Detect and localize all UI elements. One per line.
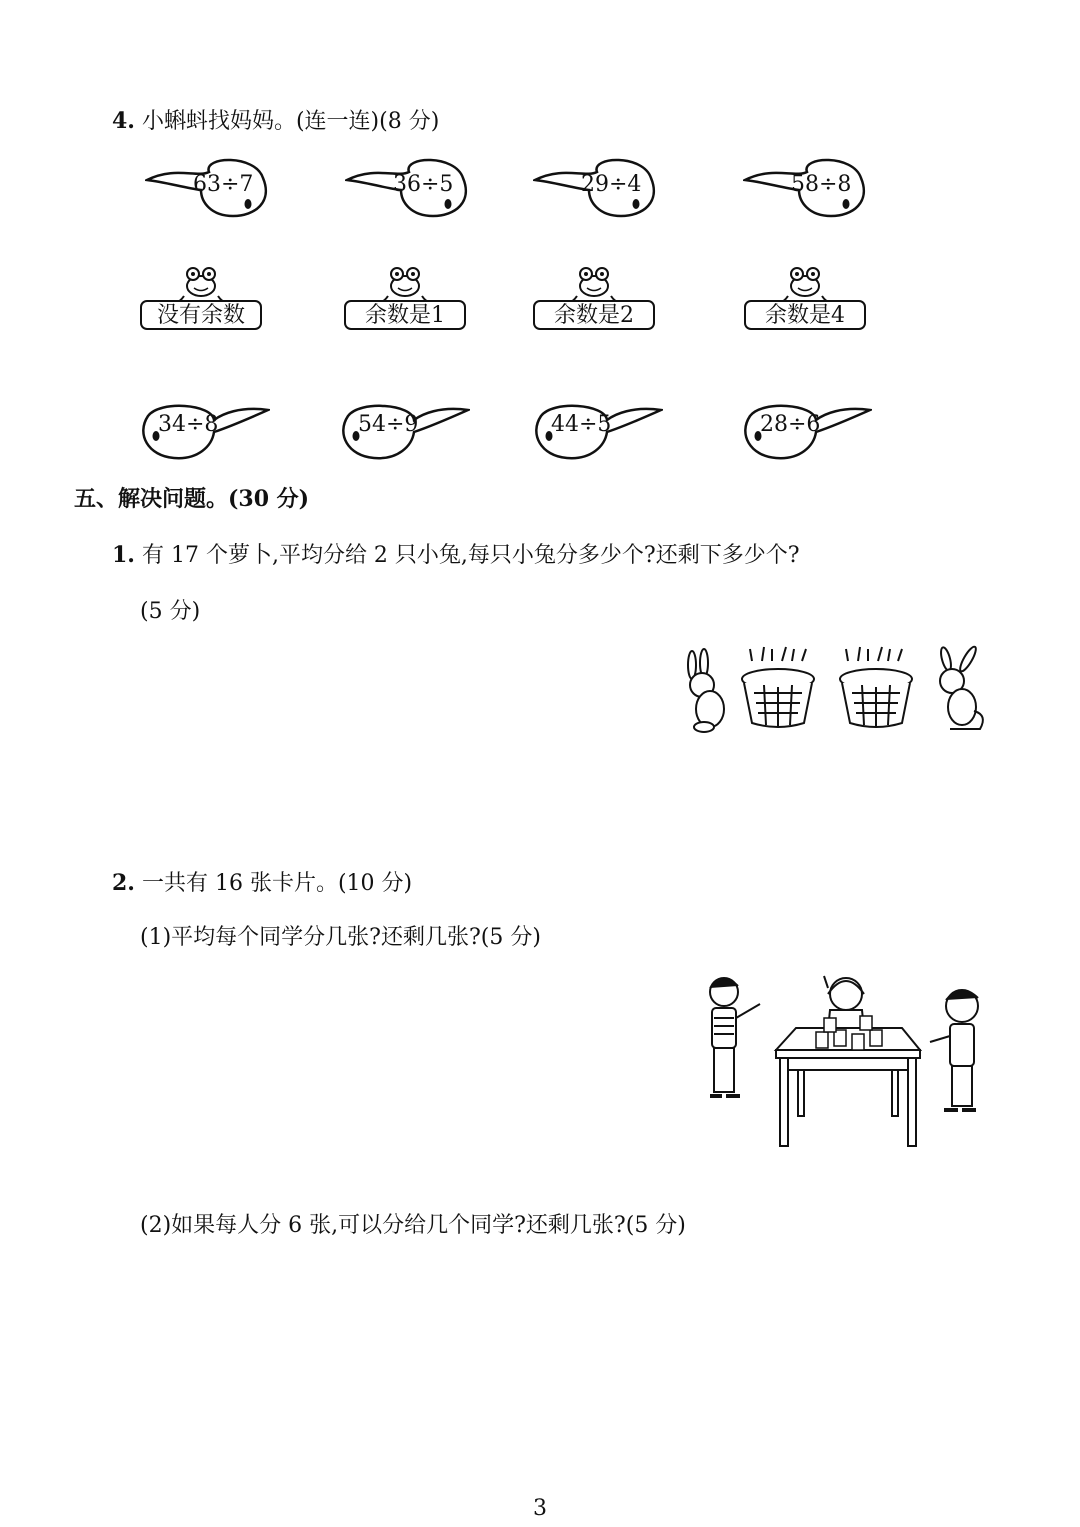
tadpole-bottom-2-label: 54÷9	[358, 412, 419, 437]
tadpole-top-4[interactable]	[743, 158, 883, 224]
problem1-score: (5 分)	[140, 599, 201, 624]
frog-icon	[378, 264, 432, 304]
section5-heading: 五、解决问题。(30 分)	[74, 486, 310, 512]
problem2-text: 一共有 16 张卡片。(10 分)	[141, 871, 413, 896]
frog-4[interactable]	[744, 264, 866, 334]
tadpole-bottom-2[interactable]	[340, 400, 470, 466]
problem1-text: 有 17 个萝卜,平均分给 2 只小兔,每只小兔分多少个?还剩下多少个?	[141, 543, 800, 568]
frog-icon	[174, 264, 228, 304]
table-icon	[776, 1028, 920, 1146]
frog-2-label: 余数是1	[344, 300, 466, 330]
frog-1-label: 没有余数	[140, 300, 262, 330]
tadpole-bottom-3[interactable]	[533, 400, 663, 466]
boy-icon	[930, 990, 978, 1110]
children-cards-picture	[700, 970, 990, 1150]
rabbits-carrots-illustration	[680, 645, 990, 735]
frog-3[interactable]	[533, 264, 655, 334]
frog-2[interactable]	[344, 264, 466, 334]
frog-1[interactable]	[140, 264, 262, 334]
tadpole-bottom-1-label: 34÷8	[158, 412, 219, 437]
frog-3-label: 余数是2	[533, 300, 655, 330]
frog-icon	[778, 264, 832, 304]
tadpole-top-1-label: 63÷7	[193, 172, 254, 197]
q4-number: 4.	[112, 108, 135, 134]
problem2-number: 2.	[112, 870, 135, 896]
problem2-line	[112, 866, 412, 897]
tadpole-top-2[interactable]	[345, 158, 485, 224]
tadpole-bottom-4-label: 28÷6	[760, 412, 821, 437]
frog-icon	[567, 264, 621, 304]
tadpole-top-3[interactable]	[533, 158, 673, 224]
tadpole-top-1[interactable]	[145, 158, 285, 224]
q4-title-line	[112, 104, 439, 135]
page-number: 3	[533, 1496, 547, 1521]
q4-title: 小蝌蚪找妈妈。(连一连)(8 分)	[141, 109, 440, 134]
rabbit-icon	[688, 649, 724, 732]
problem1-line	[112, 538, 800, 569]
tadpole-bottom-3-label: 44÷5	[551, 412, 612, 437]
tadpole-bottom-1[interactable]	[140, 400, 270, 466]
rabbit-basket-picture	[680, 645, 990, 735]
rabbit-icon	[939, 645, 983, 729]
tadpole-bottom-4[interactable]	[742, 400, 872, 466]
problem2-sub1: (1)平均每个同学分几张?还剩几张?(5 分)	[140, 925, 541, 950]
tadpole-top-3-label: 29÷4	[581, 172, 642, 197]
problem1-number: 1.	[112, 542, 135, 568]
boy-icon	[710, 978, 760, 1096]
problem2-sub2: (2)如果每人分 6 张,可以分给几个同学?还剩几张?(5 分)	[140, 1213, 686, 1238]
children-table-illustration	[700, 970, 990, 1150]
tadpole-top-4-label: 58÷8	[791, 172, 852, 197]
tadpole-top-2-label: 36÷5	[393, 172, 454, 197]
frog-4-label: 余数是4	[744, 300, 866, 330]
carrot-basket-icon	[742, 647, 814, 727]
carrot-basket-icon	[840, 647, 912, 727]
